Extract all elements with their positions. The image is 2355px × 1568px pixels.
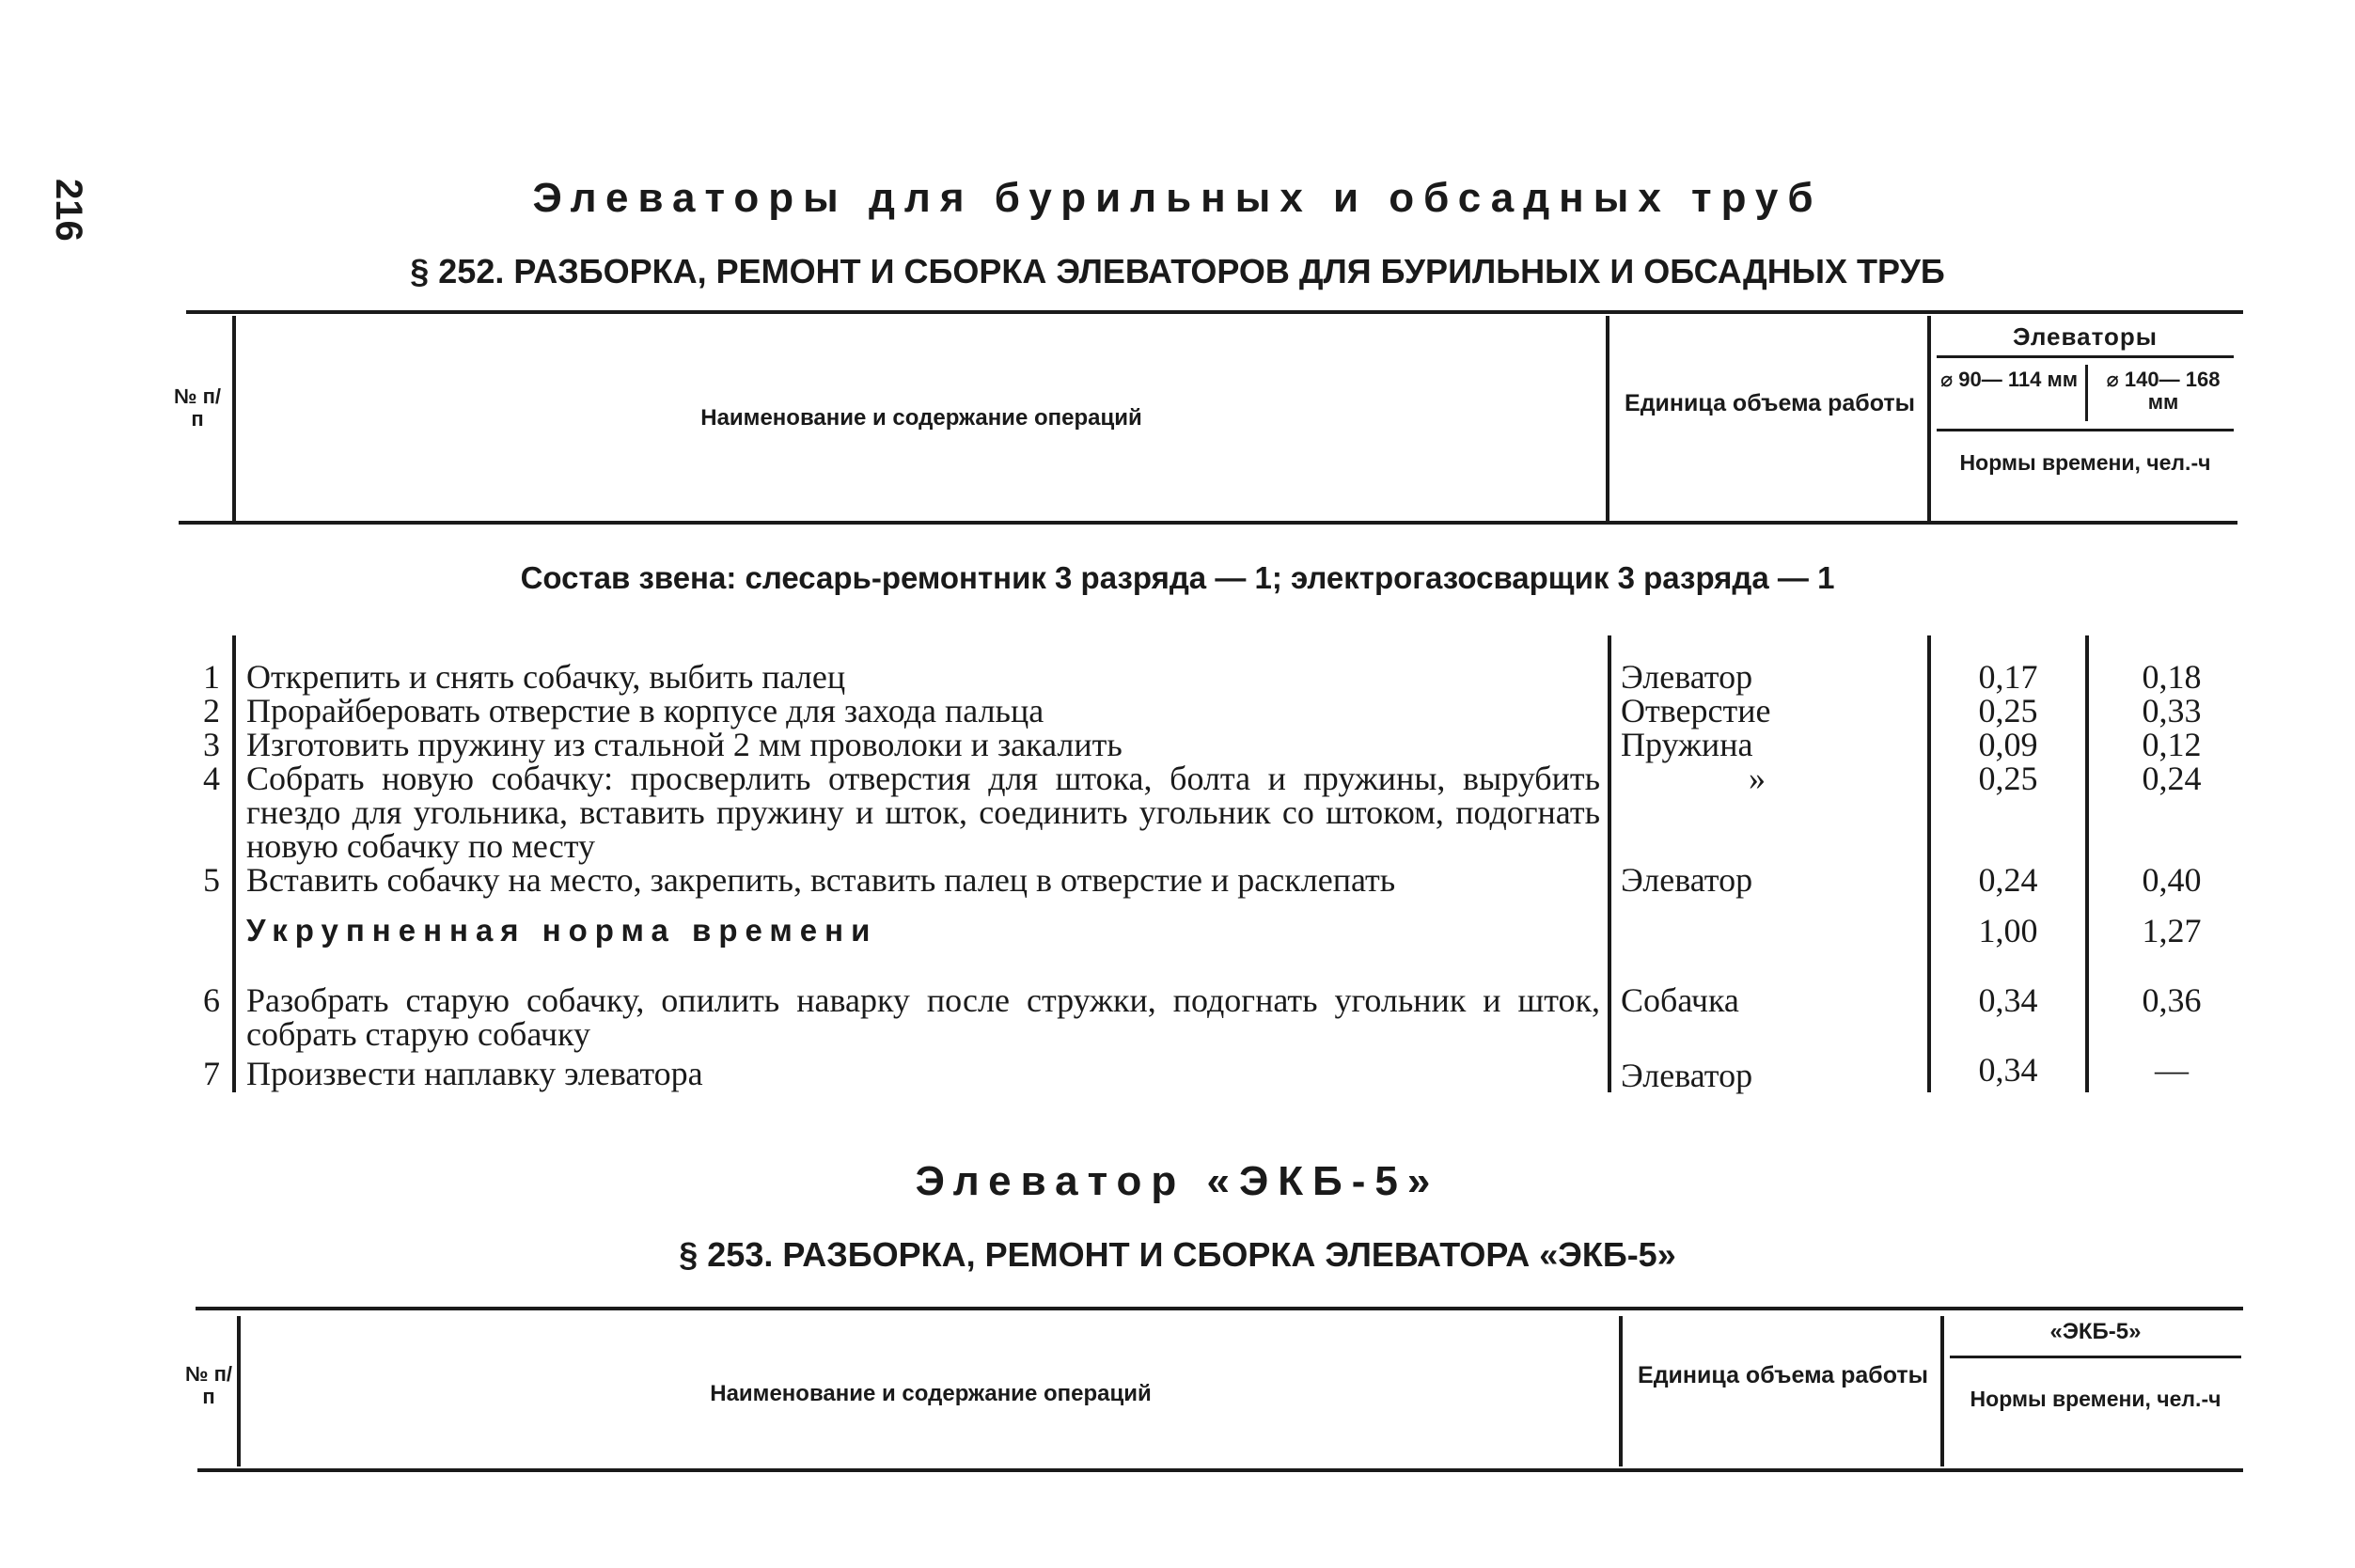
header-name: Наименование и содержание операций	[710, 1381, 1152, 1406]
row-unit: »	[1749, 760, 1766, 797]
row-value-1: 0,34	[1978, 981, 2038, 1019]
row-num: 4	[203, 760, 220, 797]
row-unit: Пружина	[1621, 726, 1753, 763]
row-unit: Элеватор	[1621, 861, 1753, 899]
header-norms: Нормы времени, чел.-ч	[1970, 1387, 2222, 1411]
row-operation: Открепить и снять собачку, выбить палец	[246, 658, 846, 696]
row-operation: Изготовить пружину из стальной 2 мм проволоки и закалить	[246, 726, 1123, 763]
row-operation: Разобрать старую собачку, опилить наварку после стружки, подогнать угольник и шток, собрать старую собачку	[246, 981, 1600, 1053]
row-unit: Отверстие	[1621, 692, 1771, 729]
body-rule	[1927, 635, 1931, 1092]
row-unit: Элеватор	[1621, 1057, 1753, 1094]
row-value-2: 0,36	[2142, 981, 2202, 1019]
row-value-1: 0,24	[1978, 861, 2038, 899]
section-group-title: Элеватор «ЭКБ-5»	[915, 1158, 1440, 1204]
header-norms: Нормы времени, чел.-ч	[1959, 450, 2211, 475]
body-rule	[2085, 635, 2089, 1092]
section-title: § 253. РАЗБОРКА, РЕМОНТ И СБОРКА ЭЛЕВАТОРА «ЭКБ-5»	[679, 1235, 1676, 1274]
body-rule	[232, 635, 236, 1092]
row-operation: Вставить собачку на место, закрепить, вставить палец в отверстие и расклепать	[246, 861, 1396, 899]
row-operation: Прорайберовать отверстие в корпусе для захода пальца	[246, 692, 1044, 729]
header-group: Элеваторы	[2013, 322, 2158, 351]
header-group: «ЭКБ-5»	[2049, 1319, 2142, 1344]
page-number: 216	[48, 179, 89, 242]
header-unit: Единица объема работы	[1625, 390, 1915, 416]
row-value-2: 0,40	[2142, 861, 2202, 899]
header-unit: Единица объема работы	[1638, 1362, 1928, 1388]
row-value-2: —	[2155, 1051, 2189, 1089]
crew-composition: Состав звена: слесарь-ремонтник 3 разряда — 1; электрогазосварщик 3 разряда — 1	[520, 560, 1835, 595]
row-value-1: 0,09	[1978, 726, 2038, 763]
row-value-1: 0,34	[1978, 1051, 2038, 1089]
row-num: 3	[203, 726, 220, 763]
row-num: 6	[203, 981, 220, 1019]
row-value-1: 0,25	[1978, 760, 2038, 797]
header-col1: ⌀ 90— 114 мм	[1939, 368, 2079, 391]
row-num: 5	[203, 861, 220, 899]
row-value-2: 1,27	[2142, 912, 2202, 949]
row-operation: Произвести наплавку элеватора	[246, 1055, 703, 1092]
header-num: № п/п	[173, 384, 222, 431]
row-num: 2	[203, 692, 220, 729]
row-operation: Укрупненная норма времени	[246, 913, 878, 948]
row-num: 1	[203, 658, 220, 696]
row-num: 7	[203, 1055, 220, 1092]
row-value-1: 0,17	[1978, 658, 2038, 696]
body-rule	[1608, 635, 1611, 1092]
section-title: § 252. РАЗБОРКА, РЕМОНТ И СБОРКА ЭЛЕВАТОРОВ ДЛЯ БУРИЛЬНЫХ И ОБСАДНЫХ ТРУБ	[410, 252, 1945, 290]
header-name: Наименование и содержание операций	[700, 405, 1142, 431]
row-value-1: 0,25	[1978, 692, 2038, 729]
row-value-2: 0,18	[2142, 658, 2202, 696]
row-unit: Собачка	[1621, 981, 1739, 1019]
row-value-2: 0,33	[2142, 692, 2202, 729]
row-value-1: 1,00	[1978, 912, 2038, 949]
row-value-2: 0,12	[2142, 726, 2202, 763]
row-operation: Собрать новую собачку: просверлить отверстия для штока, болта и пружины, вырубить гнездо для угольника, вставить пружину и шток, соединить угольник со штоком, подогнать новую собачку по месту	[246, 760, 1600, 865]
row-value-2: 0,24	[2142, 760, 2202, 797]
header-col2: ⌀ 140— 168 мм	[2106, 368, 2221, 415]
header-num: № п/п	[184, 1362, 233, 1409]
section-group-title: Элеваторы для бурильных и обсадных труб	[532, 175, 1823, 221]
row-unit: Элеватор	[1621, 658, 1753, 696]
